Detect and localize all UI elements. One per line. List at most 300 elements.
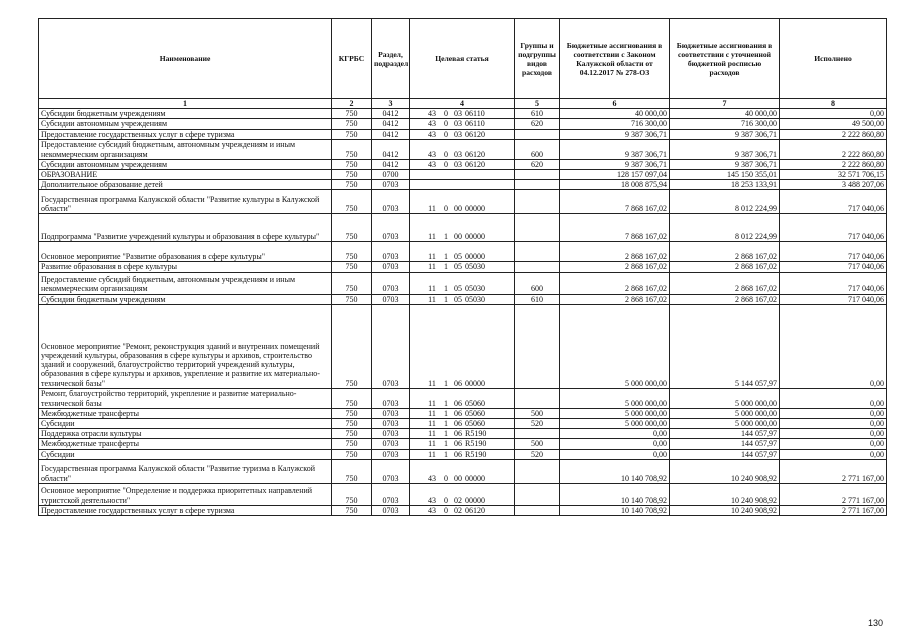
row-budget-law: 9 387 306,71 — [560, 139, 670, 159]
header-row — [39, 19, 887, 99]
row-kgrbs: 750 — [332, 419, 372, 429]
target-part: 06120 — [465, 129, 485, 139]
target-part: 06110 — [465, 119, 485, 129]
target-part: 1 — [444, 449, 448, 459]
row-executed: 2 222 860,80 — [780, 159, 887, 169]
row-name: Подпрограмма "Развитие учреждений культуры и образования в сфере культуры" — [39, 214, 332, 242]
row-budget-refined: 716 300,00 — [670, 119, 780, 129]
row-section: 0703 — [372, 419, 410, 429]
header-budget-law: Бюджетные ассигнования в соответствии с Законом Калужской области от 04.12.2017 № 278-ОЗ — [560, 19, 670, 99]
row-budget-refined: 144 057,97 — [670, 429, 780, 439]
target-part: 05 — [454, 294, 462, 304]
row-kgrbs: 750 — [332, 304, 372, 388]
row-kgrbs: 750 — [332, 190, 372, 214]
row-group — [515, 170, 560, 180]
target-part: 0 — [444, 505, 448, 515]
row-budget-refined: 144 057,97 — [670, 449, 780, 459]
table-row — [39, 180, 887, 190]
target-part: 00000 — [465, 252, 485, 262]
target-part: 03 — [454, 119, 462, 129]
target-part: 03 — [454, 149, 462, 159]
target-part: 05060 — [465, 419, 485, 429]
row-group: 600 — [515, 272, 560, 294]
column-number: 5 — [515, 99, 560, 109]
row-name: Ремонт, благоустройство территорий, укрепление и развитие материально-технической базы — [39, 388, 332, 408]
row-section: 0703 — [372, 388, 410, 408]
row-name: Субсидии бюджетным учреждениям — [39, 109, 332, 119]
row-executed: 717 040,06 — [780, 262, 887, 272]
row-name: Предоставление государственных услуг в сфере туризма — [39, 505, 332, 515]
column-number-row — [39, 99, 887, 109]
row-section: 0703 — [372, 439, 410, 449]
row-name: Субсидии бюджетным учреждениям — [39, 294, 332, 304]
target-part: 1 — [444, 252, 448, 262]
row-group: 600 — [515, 139, 560, 159]
row-group — [515, 429, 560, 439]
table-row — [39, 272, 887, 294]
target-part: 03 — [454, 109, 462, 119]
target-part: 11 — [428, 252, 436, 262]
target-part: 11 — [428, 232, 436, 242]
target-part: 00000 — [465, 204, 485, 214]
row-section: 0703 — [372, 214, 410, 242]
target-part: 0 — [444, 159, 448, 169]
column-number: 2 — [332, 99, 372, 109]
row-budget-law: 2 868 167,02 — [560, 242, 670, 262]
target-part: 11 — [428, 398, 436, 408]
row-budget-refined: 5 000 000,00 — [670, 388, 780, 408]
target-part: 11 — [428, 262, 436, 272]
table-row — [39, 159, 887, 169]
row-target — [410, 429, 515, 439]
target-part: 0 — [444, 204, 448, 214]
header-target: Целевая статья — [410, 19, 515, 99]
table-row — [39, 483, 887, 505]
target-part: 00000 — [465, 378, 485, 388]
row-target — [410, 129, 515, 139]
row-kgrbs: 750 — [332, 214, 372, 242]
row-executed: 717 040,06 — [780, 242, 887, 262]
row-group: 610 — [515, 294, 560, 304]
target-part: 06 — [454, 449, 462, 459]
row-executed: 2 222 860,80 — [780, 139, 887, 159]
row-name: Поддержка отрасли культуры — [39, 429, 332, 439]
row-group: 620 — [515, 119, 560, 129]
row-kgrbs: 750 — [332, 459, 372, 483]
row-name: Межбюджетные трансферты — [39, 408, 332, 418]
row-budget-law: 18 008 875,94 — [560, 180, 670, 190]
table-row — [39, 262, 887, 272]
target-part: 1 — [444, 378, 448, 388]
table-row — [39, 139, 887, 159]
row-kgrbs: 750 — [332, 242, 372, 262]
row-budget-law: 2 868 167,02 — [560, 294, 670, 304]
row-target — [410, 262, 515, 272]
row-budget-law: 9 387 306,71 — [560, 159, 670, 169]
row-budget-law: 5 000 000,00 — [560, 304, 670, 388]
target-part: 43 — [428, 119, 436, 129]
row-section: 0703 — [372, 180, 410, 190]
row-budget-refined: 10 240 908,92 — [670, 483, 780, 505]
target-part: 00000 — [465, 232, 485, 242]
target-part: 00000 — [465, 473, 485, 483]
row-name: Основное мероприятие "Определение и поддержка приоритетных направлений туристской деятельности" — [39, 483, 332, 505]
target-part: 06120 — [465, 505, 485, 515]
row-group: 500 — [515, 439, 560, 449]
target-part: 0 — [444, 495, 448, 505]
target-part: 43 — [428, 149, 436, 159]
row-budget-refined: 18 253 133,91 — [670, 180, 780, 190]
budget-table — [38, 18, 887, 516]
column-number: 4 — [410, 99, 515, 109]
target-part: 05 — [454, 284, 462, 294]
row-budget-law: 716 300,00 — [560, 119, 670, 129]
row-kgrbs: 750 — [332, 139, 372, 159]
table-row — [39, 388, 887, 408]
row-executed: 3 488 207,06 — [780, 180, 887, 190]
table-row — [39, 429, 887, 439]
row-group — [515, 483, 560, 505]
target-part: 0 — [444, 149, 448, 159]
row-section: 0412 — [372, 159, 410, 169]
table-row — [39, 505, 887, 515]
target-part: 0 — [444, 109, 448, 119]
row-kgrbs: 750 — [332, 449, 372, 459]
row-section: 0703 — [372, 272, 410, 294]
target-part: 05030 — [465, 294, 485, 304]
row-target — [410, 190, 515, 214]
target-part: 11 — [428, 284, 436, 294]
row-executed: 0,00 — [780, 419, 887, 429]
table-row — [39, 304, 887, 388]
row-kgrbs: 750 — [332, 483, 372, 505]
target-part: 05 — [454, 252, 462, 262]
row-kgrbs: 750 — [332, 159, 372, 169]
row-name: Предоставление субсидий бюджетным, автономным учреждениям и иным некоммерческим организациям — [39, 272, 332, 294]
target-part: 02 — [454, 505, 462, 515]
row-name: Государственная программа Калужской области "Развитие культуры в Калужской области" — [39, 190, 332, 214]
row-group — [515, 304, 560, 388]
row-executed: 49 500,00 — [780, 119, 887, 129]
target-part: 0 — [444, 119, 448, 129]
table-row — [39, 214, 887, 242]
row-target — [410, 109, 515, 119]
target-part: 11 — [428, 429, 436, 439]
column-number: 8 — [780, 99, 887, 109]
row-kgrbs: 750 — [332, 180, 372, 190]
row-section: 0703 — [372, 483, 410, 505]
target-part: 03 — [454, 129, 462, 139]
row-group — [515, 242, 560, 262]
row-budget-refined: 2 868 167,02 — [670, 242, 780, 262]
target-part: 0 — [444, 129, 448, 139]
row-target — [410, 159, 515, 169]
row-budget-law: 2 868 167,02 — [560, 272, 670, 294]
row-budget-refined: 9 387 306,71 — [670, 139, 780, 159]
column-number: 1 — [39, 99, 332, 109]
row-executed: 717 040,06 — [780, 272, 887, 294]
row-name: ОБРАЗОВАНИЕ — [39, 170, 332, 180]
target-part: R5190 — [465, 439, 487, 449]
row-group: 520 — [515, 449, 560, 459]
row-budget-refined: 144 057,97 — [670, 439, 780, 449]
target-part: 05030 — [465, 262, 485, 272]
row-group — [515, 505, 560, 515]
row-budget-law: 7 868 167,02 — [560, 190, 670, 214]
target-part: 00 — [454, 232, 462, 242]
row-executed: 32 571 706,15 — [780, 170, 887, 180]
target-part: 05030 — [465, 284, 485, 294]
row-budget-refined: 10 240 908,92 — [670, 505, 780, 515]
target-part: 00000 — [465, 495, 485, 505]
row-executed: 0,00 — [780, 439, 887, 449]
target-part: 1 — [444, 262, 448, 272]
target-part: 03 — [454, 159, 462, 169]
row-section: 0412 — [372, 119, 410, 129]
target-part: 0 — [444, 473, 448, 483]
target-part: 06 — [454, 398, 462, 408]
row-target — [410, 119, 515, 129]
row-budget-law: 5 000 000,00 — [560, 419, 670, 429]
row-budget-law: 0,00 — [560, 449, 670, 459]
table-row — [39, 170, 887, 180]
row-budget-refined: 2 868 167,02 — [670, 294, 780, 304]
row-section: 0700 — [372, 170, 410, 180]
row-executed: 717 040,06 — [780, 214, 887, 242]
row-executed: 717 040,06 — [780, 294, 887, 304]
row-kgrbs: 750 — [332, 262, 372, 272]
row-name: Межбюджетные трансферты — [39, 439, 332, 449]
header-executed: Исполнено — [780, 19, 887, 99]
row-budget-law: 2 868 167,02 — [560, 262, 670, 272]
row-group — [515, 262, 560, 272]
table-row — [39, 449, 887, 459]
target-part: 1 — [444, 294, 448, 304]
row-section: 0412 — [372, 109, 410, 119]
row-budget-law: 10 140 708,92 — [560, 483, 670, 505]
row-section: 0412 — [372, 139, 410, 159]
row-section: 0703 — [372, 262, 410, 272]
target-part: 02 — [454, 495, 462, 505]
target-part: 43 — [428, 109, 436, 119]
row-budget-law: 10 140 708,92 — [560, 459, 670, 483]
target-part: 00 — [454, 204, 462, 214]
header-section: Раздел, подраздел — [372, 19, 410, 99]
row-name: Предоставление государственных услуг в сфере туризма — [39, 129, 332, 139]
row-target — [410, 459, 515, 483]
header-groups: Группы и подгруппы видов расходов — [515, 19, 560, 99]
row-target — [410, 294, 515, 304]
row-name: Субсидии — [39, 419, 332, 429]
row-target — [410, 304, 515, 388]
target-part: 11 — [428, 408, 436, 418]
table-row — [39, 459, 887, 483]
row-budget-refined: 9 387 306,71 — [670, 129, 780, 139]
row-budget-refined: 145 150 355,01 — [670, 170, 780, 180]
row-group: 520 — [515, 419, 560, 429]
target-part: 06120 — [465, 159, 485, 169]
table-row — [39, 419, 887, 429]
target-part: 11 — [428, 439, 436, 449]
row-kgrbs: 750 — [332, 129, 372, 139]
row-kgrbs: 750 — [332, 408, 372, 418]
header-kgrbs: КГРБС — [332, 19, 372, 99]
row-budget-refined: 8 012 224,99 — [670, 214, 780, 242]
row-kgrbs: 750 — [332, 429, 372, 439]
target-part: 00 — [454, 473, 462, 483]
column-number: 6 — [560, 99, 670, 109]
row-budget-law: 40 000,00 — [560, 109, 670, 119]
row-section: 0703 — [372, 449, 410, 459]
row-kgrbs: 750 — [332, 272, 372, 294]
target-part: 06 — [454, 378, 462, 388]
row-name: Дополнительное образование детей — [39, 180, 332, 190]
table-row — [39, 129, 887, 139]
row-budget-law: 0,00 — [560, 429, 670, 439]
row-kgrbs: 750 — [332, 170, 372, 180]
row-name: Основное мероприятие "Ремонт, реконструкция зданий и внутренних помещений учреждений культуры, образования в сфере культуры и архивов, строительство зданий и сооружений, благоустройство территорий учреждений культуры, образования в сфере культуры и архивов, укрепление и развитие их материально-технической базы" — [39, 304, 332, 388]
row-budget-law: 10 140 708,92 — [560, 505, 670, 515]
row-group — [515, 459, 560, 483]
header-name: Наименование — [39, 19, 332, 99]
row-name: Предоставление субсидий бюджетным, автономным учреждениям и иным некоммерческим организациям — [39, 139, 332, 159]
row-budget-refined: 2 868 167,02 — [670, 262, 780, 272]
row-executed: 0,00 — [780, 449, 887, 459]
row-group: 620 — [515, 159, 560, 169]
row-target — [410, 242, 515, 262]
row-group — [515, 129, 560, 139]
row-section: 0703 — [372, 242, 410, 262]
row-target — [410, 272, 515, 294]
row-executed: 0,00 — [780, 388, 887, 408]
row-section: 0703 — [372, 304, 410, 388]
header-budget-refined: Бюджетные ассигнования в соответствии с уточненной бюджетной росписью расходов — [670, 19, 780, 99]
row-target — [410, 483, 515, 505]
target-part: 06120 — [465, 149, 485, 159]
row-group — [515, 190, 560, 214]
row-executed: 2 771 167,00 — [780, 483, 887, 505]
table-row — [39, 242, 887, 262]
row-group — [515, 180, 560, 190]
row-budget-refined: 40 000,00 — [670, 109, 780, 119]
row-kgrbs: 750 — [332, 109, 372, 119]
target-part: 43 — [428, 159, 436, 169]
row-target — [410, 139, 515, 159]
target-part: 11 — [428, 449, 436, 459]
row-target — [410, 439, 515, 449]
row-budget-law: 5 000 000,00 — [560, 408, 670, 418]
row-executed: 0,00 — [780, 304, 887, 388]
row-budget-refined: 8 012 224,99 — [670, 190, 780, 214]
row-target — [410, 214, 515, 242]
target-part: 1 — [444, 408, 448, 418]
target-part: 11 — [428, 204, 436, 214]
target-part: 05 — [454, 262, 462, 272]
row-section: 0703 — [372, 459, 410, 483]
row-kgrbs: 750 — [332, 505, 372, 515]
target-part: 1 — [444, 439, 448, 449]
row-executed: 717 040,06 — [780, 190, 887, 214]
column-number: 3 — [372, 99, 410, 109]
target-part: 05060 — [465, 398, 485, 408]
row-group — [515, 388, 560, 408]
row-name: Основное мероприятие "Развитие образования в сфере культуры" — [39, 242, 332, 262]
row-target — [410, 388, 515, 408]
table-row — [39, 109, 887, 119]
row-budget-refined: 9 387 306,71 — [670, 159, 780, 169]
row-budget-law: 128 157 097,04 — [560, 170, 670, 180]
table-row — [39, 294, 887, 304]
row-group — [515, 214, 560, 242]
target-part: 06 — [454, 419, 462, 429]
row-name: Развитие образования в сфере культуры — [39, 262, 332, 272]
row-section: 0703 — [372, 408, 410, 418]
target-part: 06110 — [465, 109, 485, 119]
row-executed: 2 222 860,80 — [780, 129, 887, 139]
target-part: R5190 — [465, 429, 487, 439]
row-budget-refined: 2 868 167,02 — [670, 272, 780, 294]
row-executed: 2 771 167,00 — [780, 505, 887, 515]
target-part: 43 — [428, 129, 436, 139]
row-target — [410, 180, 515, 190]
row-budget-refined: 5 000 000,00 — [670, 419, 780, 429]
row-name: Государственная программа Калужской области "Развитие туризма в Калужской области" — [39, 459, 332, 483]
row-group: 610 — [515, 109, 560, 119]
row-budget-law: 5 000 000,00 — [560, 388, 670, 408]
row-budget-refined: 5 000 000,00 — [670, 408, 780, 418]
target-part: 1 — [444, 232, 448, 242]
row-name: Субсидии автономным учреждениям — [39, 119, 332, 129]
row-kgrbs: 750 — [332, 294, 372, 304]
row-kgrbs: 750 — [332, 439, 372, 449]
table-row — [39, 190, 887, 214]
row-executed: 0,00 — [780, 408, 887, 418]
column-number: 7 — [670, 99, 780, 109]
row-budget-refined: 10 240 908,92 — [670, 459, 780, 483]
target-part: 1 — [444, 429, 448, 439]
row-executed: 0,00 — [780, 429, 887, 439]
row-group: 500 — [515, 408, 560, 418]
row-budget-law: 7 868 167,02 — [560, 214, 670, 242]
target-part: 43 — [428, 473, 436, 483]
row-section: 0412 — [372, 129, 410, 139]
row-executed: 0,00 — [780, 109, 887, 119]
row-section: 0703 — [372, 429, 410, 439]
row-executed: 2 771 167,00 — [780, 459, 887, 483]
row-kgrbs: 750 — [332, 388, 372, 408]
target-part: 43 — [428, 505, 436, 515]
target-part: 43 — [428, 495, 436, 505]
target-part: 1 — [444, 419, 448, 429]
target-part: 06 — [454, 429, 462, 439]
row-budget-law: 9 387 306,71 — [560, 129, 670, 139]
target-part: 11 — [428, 419, 436, 429]
row-target — [410, 170, 515, 180]
row-name: Субсидии автономным учреждениям — [39, 159, 332, 169]
target-part: 06 — [454, 408, 462, 418]
row-section: 0703 — [372, 190, 410, 214]
target-part: 1 — [444, 284, 448, 294]
table-row — [39, 439, 887, 449]
table-row — [39, 408, 887, 418]
row-kgrbs: 750 — [332, 119, 372, 129]
row-section: 0703 — [372, 294, 410, 304]
row-budget-refined: 5 144 057,97 — [670, 304, 780, 388]
target-part: 05060 — [465, 408, 485, 418]
target-part: 11 — [428, 378, 436, 388]
row-section: 0703 — [372, 505, 410, 515]
row-target — [410, 449, 515, 459]
